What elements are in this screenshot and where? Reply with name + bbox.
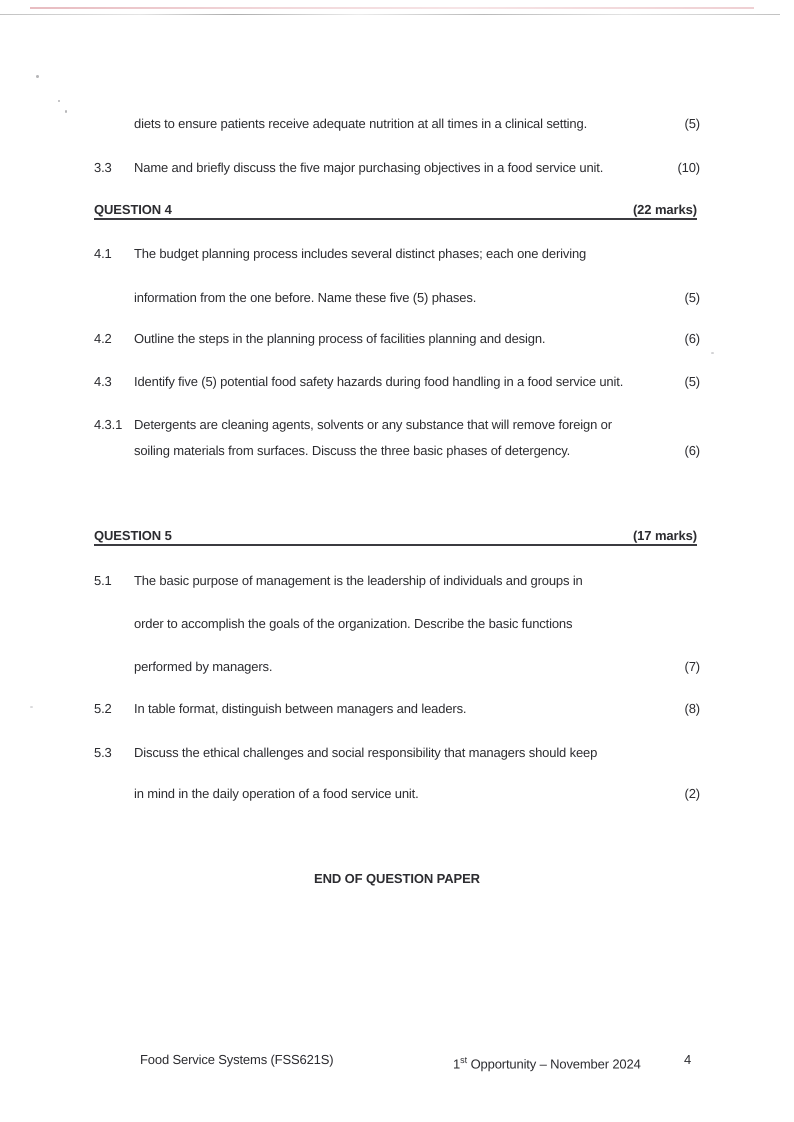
marks-label: (7)	[684, 659, 700, 674]
question-text: Discuss the ethical challenges and social responsibility that managers should keep	[134, 745, 598, 760]
footer-opportunity	[453, 1051, 641, 1073]
footer-course-title: Food Service Systems (FSS621S)	[140, 1052, 334, 1067]
question-text: Name and briefly discuss the five major purchasing objectives in a food service unit.	[134, 160, 604, 175]
question-number: 4.3.1	[94, 417, 123, 432]
scan-artifact-pink-line	[30, 7, 754, 9]
question-text: In table format, distinguish between managers and leaders.	[134, 701, 467, 716]
question-text: in mind in the daily operation of a food service unit.	[134, 786, 419, 801]
question-5-3-line-1	[94, 744, 700, 762]
question-number: 4.1	[94, 246, 112, 261]
scan-speck	[30, 706, 33, 708]
marks-label: (6)	[684, 331, 700, 346]
question-text: Outline the steps in the planning process of facilities planning and design.	[134, 331, 546, 346]
question-4-1-line-1	[94, 245, 700, 263]
question-number: 5.3	[94, 745, 112, 760]
scan-speck	[58, 100, 60, 102]
footer-opportunity-number: 1	[453, 1056, 461, 1072]
question-text: diets to ensure patients receive adequate nutrition at all times in a clinical setting.	[134, 116, 588, 131]
question-number: 3.3	[94, 160, 112, 175]
question-number: 5.2	[94, 701, 112, 716]
section-title: QUESTION 5	[94, 528, 172, 543]
scan-speck	[65, 110, 67, 113]
question-5-1-line-1	[94, 572, 700, 590]
marks-label: (6)	[684, 443, 700, 458]
question-text: order to accomplish the goals of the organization. Describe the basic functions	[134, 616, 573, 631]
marks-label: (5)	[684, 290, 700, 305]
marks-label: (2)	[684, 786, 700, 801]
marks-label: (10)	[677, 160, 700, 175]
question-5-1-line-2	[94, 615, 700, 633]
footer-ordinal-suffix: st	[460, 1055, 468, 1065]
question-3-3	[94, 159, 700, 177]
question-4-1-line-2	[94, 289, 700, 307]
question-5-2	[94, 700, 700, 718]
question-line-carryover	[94, 115, 700, 133]
marks-label: (5)	[684, 374, 700, 389]
section-marks-label: (17 marks)	[632, 528, 697, 543]
scan-speck	[711, 352, 714, 354]
question-5-1-line-3	[94, 658, 700, 676]
footer-opportunity-text: Opportunity – November 2024	[467, 1056, 641, 1072]
section-header-question-5	[94, 528, 697, 546]
question-text: Identify five (5) potential food safety hazards during food handling in a food service unit.	[134, 374, 624, 389]
question-text: The basic purpose of management is the leadership of individuals and groups in	[134, 573, 583, 588]
question-text: Detergents are cleaning agents, solvents or any substance that will remove foreign or	[134, 417, 612, 432]
section-title: QUESTION 4	[94, 202, 172, 217]
question-text: information from the one before. Name these five (5) phases.	[134, 290, 477, 305]
footer-page-number: 4	[684, 1052, 692, 1067]
question-number: 4.2	[94, 331, 112, 346]
question-4-3	[94, 373, 700, 391]
section-marks-label: (22 marks)	[632, 202, 697, 217]
question-4-3-1-line-2	[94, 442, 700, 460]
question-text: performed by managers.	[134, 659, 273, 674]
question-text: soiling materials from surfaces. Discuss the three basic phases of detergency.	[134, 443, 571, 458]
end-of-paper-note: END OF QUESTION PAPER	[314, 871, 480, 886]
question-number: 4.3	[94, 374, 112, 389]
question-4-2	[94, 330, 700, 348]
scan-artifact-gray-line	[0, 14, 780, 15]
scan-speck	[36, 75, 39, 78]
marks-label: (5)	[684, 116, 700, 131]
marks-label: (8)	[684, 701, 700, 716]
section-header-question-4	[94, 202, 697, 220]
question-4-3-1-line-1	[94, 416, 700, 434]
question-text: The budget planning process includes several distinct phases; each one deriving	[134, 246, 587, 261]
question-5-3-line-2	[94, 785, 700, 803]
question-number: 5.1	[94, 573, 112, 588]
